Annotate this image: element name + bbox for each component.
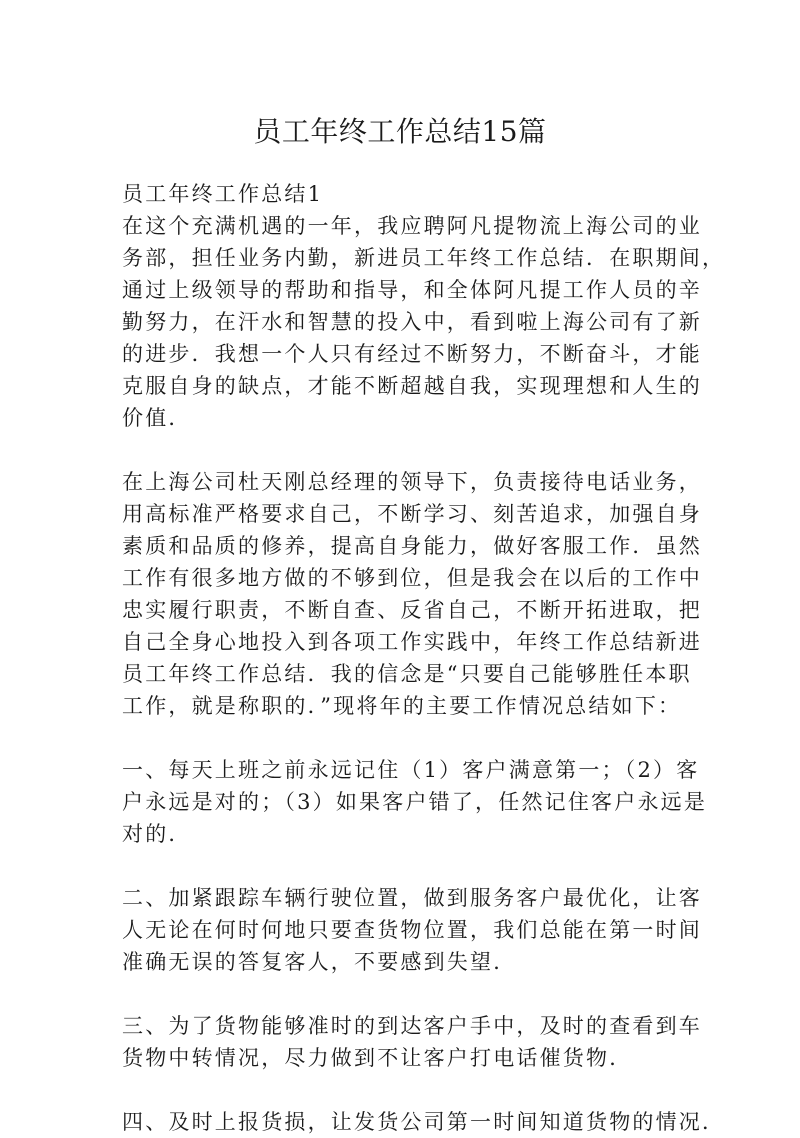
- paragraph-gap: [122, 434, 678, 466]
- paragraph-gap: [122, 722, 678, 754]
- text-line: 忠实履行职责，不断自查、反省自己，不断开拓进取，把: [122, 598, 702, 622]
- text-line: 在上海公司杜天刚总经理的领导下，负责接待电话业务，: [122, 470, 702, 494]
- paragraph: [122, 882, 702, 978]
- text-line: 素质和品质的修养，提高自身能力，做好客服工作．虽然: [122, 534, 702, 558]
- paragraph: [122, 754, 708, 850]
- text-line: 二、加紧跟踪车辆行驶位置，做到服务客户最优化，让客: [122, 886, 702, 910]
- text-line: 货物中转情况，尽力做到不让客户打电话催货物．: [122, 1046, 633, 1070]
- text-line: 务部，担任业务内勤，新进员工年终工作总结．在职期间，: [122, 246, 726, 270]
- section-heading: [122, 178, 678, 210]
- text-line: 克服自身的缺点，才能不断超越自我，实现理想和人生的: [122, 374, 702, 398]
- text-line: 员工年终工作总结．我的信念是“只要自己能够胜任本职: [122, 662, 692, 686]
- text-line: 员工年终工作总结1: [122, 182, 324, 206]
- document-body: [122, 178, 726, 1138]
- text-line: 通过上级领导的帮助和指导，和全体阿凡提工作人员的辛: [122, 278, 702, 302]
- paragraph-gap: [122, 978, 678, 1010]
- paragraph: [122, 1106, 726, 1138]
- paragraph: [122, 1010, 702, 1074]
- paragraph-gap: [122, 850, 678, 882]
- text-line: 工作有很多地方做的不够到位，但是我会在以后的工作中: [122, 566, 702, 590]
- text-line: 用高标准严格要求自己，不断学习、刻苦追求，加强自身: [122, 502, 702, 526]
- text-line: 工作，就是称职的．”现将年的主要工作情况总结如下：: [122, 694, 682, 718]
- text-line: 对的．: [122, 822, 192, 846]
- text-line: 价值．: [122, 406, 192, 430]
- text-line: 四、及时上报货损，让发货公司第一时间知道货物的情况．: [122, 1110, 726, 1134]
- text-line: 人无论在何时何地只要查货物位置，我们总能在第一时间: [122, 918, 702, 942]
- paragraph: [122, 210, 726, 434]
- text-line: 的进步．我想一个人只有经过不断努力，不断奋斗，才能: [122, 342, 702, 366]
- text-line: 勤努力，在汗水和智慧的投入中，看到啦上海公司有了新: [122, 310, 702, 334]
- paragraph: [122, 466, 702, 722]
- text-line: 一、每天上班之前永远记住（1）客户满意第一；（2）客: [122, 758, 700, 782]
- text-line: 在这个充满机遇的一年，我应聘阿凡提物流上海公司的业: [122, 214, 702, 238]
- text-line: 自己全身心地投入到各项工作实践中，年终工作总结新进: [122, 630, 702, 654]
- text-line: 准确无误的答复客人，不要感到失望．: [122, 950, 517, 974]
- document-title: 员工年终工作总结15篇: [253, 115, 547, 148]
- text-line: 户永远是对的；（3）如果客户错了，任然记住客户永远是: [122, 790, 708, 814]
- text-line: 三、为了货物能够准时的到达客户手中，及时的查看到车: [122, 1014, 702, 1038]
- paragraph-gap: [122, 1074, 678, 1106]
